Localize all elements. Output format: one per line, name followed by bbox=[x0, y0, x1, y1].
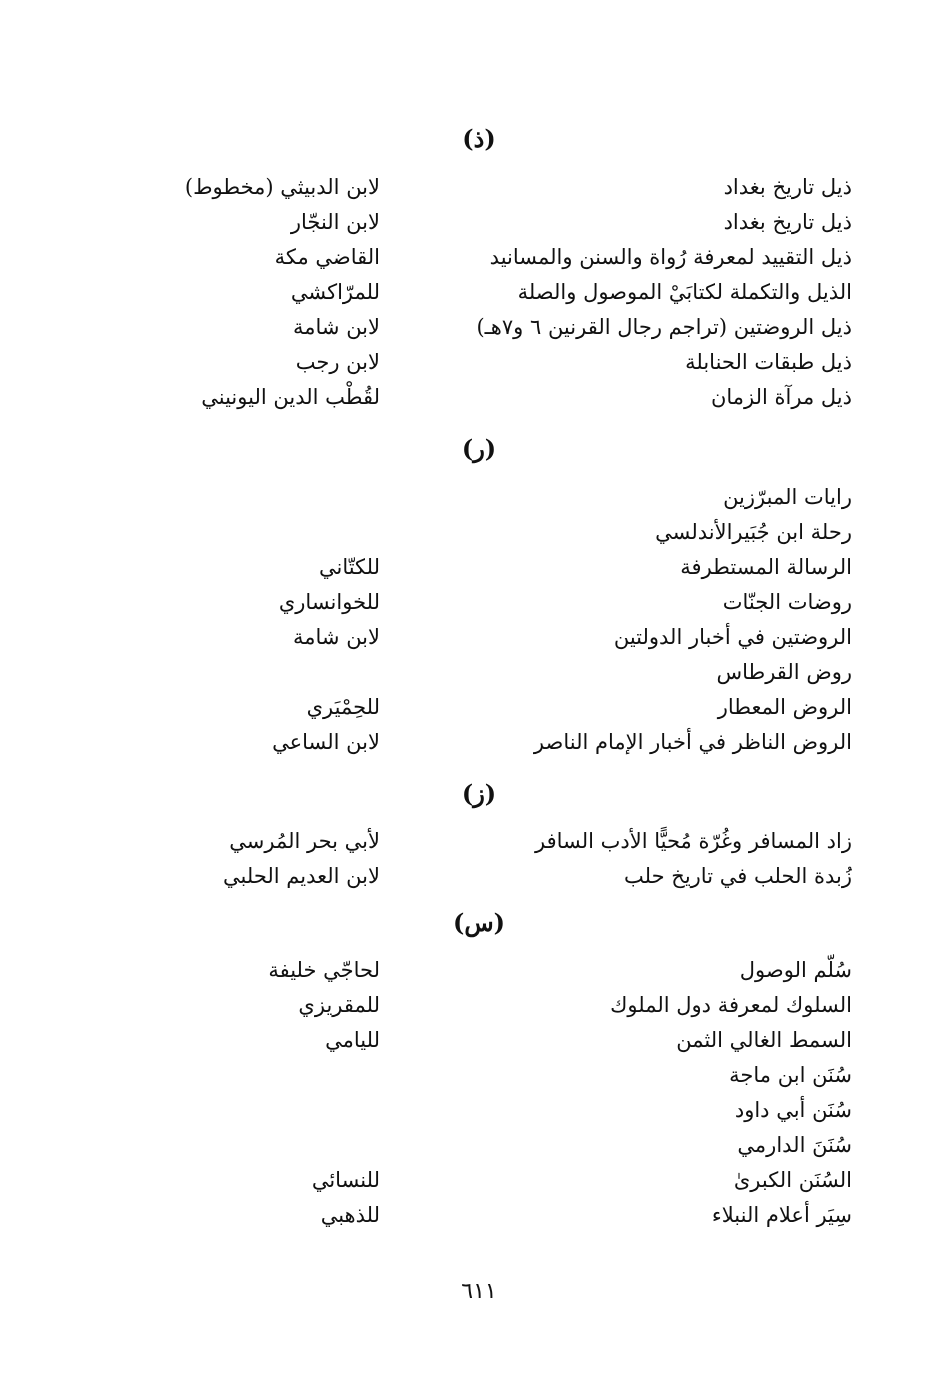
list-item bbox=[0, 990, 940, 1025]
book-author: لابن العديم الحلبي bbox=[223, 864, 380, 888]
list-item bbox=[0, 861, 940, 896]
book-author: لابن رجب bbox=[295, 350, 380, 374]
book-title: روضات الجنّات bbox=[722, 590, 852, 614]
list-item bbox=[0, 622, 940, 657]
book-title: ذيل تاريخ بغداد bbox=[723, 210, 852, 234]
book-author: لأبي بحر المُرسي bbox=[229, 829, 380, 853]
book-title: زاد المسافر وغُرّة مُحيًّا الأدب السافر bbox=[534, 829, 852, 853]
list-item bbox=[0, 312, 940, 347]
list-item bbox=[0, 382, 940, 417]
book-author: للكتّاني bbox=[318, 555, 380, 579]
book-author: للذهبي bbox=[320, 1203, 380, 1227]
book-title: ذيل مرآة الزمان bbox=[710, 385, 852, 409]
book-title: سُنَن أبي داود bbox=[734, 1098, 852, 1122]
section-heading: (ز) bbox=[461, 779, 497, 808]
book-title: الذيل والتكملة لكتابَيْ الموصول والصلة bbox=[517, 280, 852, 304]
book-title: السُنَن الكبرىٰ bbox=[733, 1168, 852, 1192]
section-heading: (س) bbox=[452, 908, 505, 937]
list-item bbox=[0, 242, 940, 277]
book-title: سُنَن ابن ماجة bbox=[729, 1063, 852, 1087]
book-title: السمط الغالي الثمن bbox=[676, 1028, 852, 1052]
book-author: للخوانساري bbox=[278, 590, 380, 614]
book-title: الرسالة المستطرفة bbox=[680, 555, 852, 579]
book-title: الروض الناظر في أخبار الإمام الناصر bbox=[533, 730, 852, 754]
book-author: لابن شامة bbox=[293, 625, 380, 649]
book-title: رايات المبرّزين bbox=[723, 485, 852, 509]
list-item bbox=[0, 727, 940, 762]
book-title: ذيل تاريخ بغداد bbox=[723, 175, 852, 199]
book-title: ذيل طبقات الحنابلة bbox=[685, 350, 852, 374]
book-author: لابن النجّار bbox=[290, 210, 380, 234]
list-item bbox=[0, 347, 940, 382]
list-item bbox=[0, 692, 940, 727]
book-author: لليامي bbox=[325, 1028, 380, 1052]
book-title: رحلة ابن جُبَيرالأندلسي bbox=[655, 520, 852, 544]
book-title: الروض المعطار bbox=[717, 695, 852, 719]
list-item bbox=[0, 552, 940, 587]
book-title: ذيل التقييد لمعرفة رُواة والسنن والمسانيد bbox=[489, 245, 852, 269]
book-title: السلوك لمعرفة دول الملوك bbox=[610, 993, 852, 1017]
list-item bbox=[0, 207, 940, 242]
section-heading: (ذ) bbox=[462, 124, 496, 153]
book-author: لحاجّي خليفة bbox=[268, 958, 380, 982]
book-title: روض القرطاس bbox=[716, 660, 852, 684]
book-author: للمرّاكشي bbox=[290, 280, 380, 304]
list-item bbox=[0, 826, 940, 861]
list-item bbox=[0, 1200, 940, 1235]
book-author: للمقريزي bbox=[298, 993, 380, 1017]
book-title: سُنَنَ الدارمي bbox=[737, 1133, 852, 1157]
list-item bbox=[0, 517, 940, 552]
book-author: للنسائي bbox=[311, 1168, 380, 1192]
list-item bbox=[0, 657, 940, 692]
book-author: لابن شامة bbox=[293, 315, 380, 339]
list-item bbox=[0, 1130, 940, 1165]
list-item bbox=[0, 482, 940, 517]
book-title: ذيل الروضتين (تراجم رجال القرنين ٦ و٧هـ) bbox=[476, 315, 852, 339]
list-item bbox=[0, 1060, 940, 1095]
list-item bbox=[0, 277, 940, 312]
list-item bbox=[0, 1165, 940, 1200]
book-author: القاضي مكة bbox=[274, 245, 380, 269]
list-item bbox=[0, 955, 940, 990]
book-author: لقُطْب الدين اليونيني bbox=[201, 385, 380, 409]
book-author: لابن الدبيثي (مخطوط) bbox=[184, 175, 380, 199]
book-title: سِيَر أعلام النبلاء bbox=[711, 1203, 852, 1227]
section-heading: (ر) bbox=[461, 434, 497, 463]
list-item bbox=[0, 587, 940, 622]
book-author: للحِمْيَري bbox=[306, 695, 380, 719]
page-number: ٦١١ bbox=[461, 1279, 497, 1304]
book-title: سُلّم الوصول bbox=[739, 958, 852, 982]
list-item bbox=[0, 172, 940, 207]
list-item bbox=[0, 1095, 940, 1130]
book-title: زُبدة الحلب في تاريخ حلب bbox=[624, 864, 852, 888]
book-author: لابن الساعي bbox=[272, 730, 380, 754]
book-title: الروضتين في أخبار الدولتين bbox=[613, 625, 852, 649]
list-item bbox=[0, 1025, 940, 1060]
